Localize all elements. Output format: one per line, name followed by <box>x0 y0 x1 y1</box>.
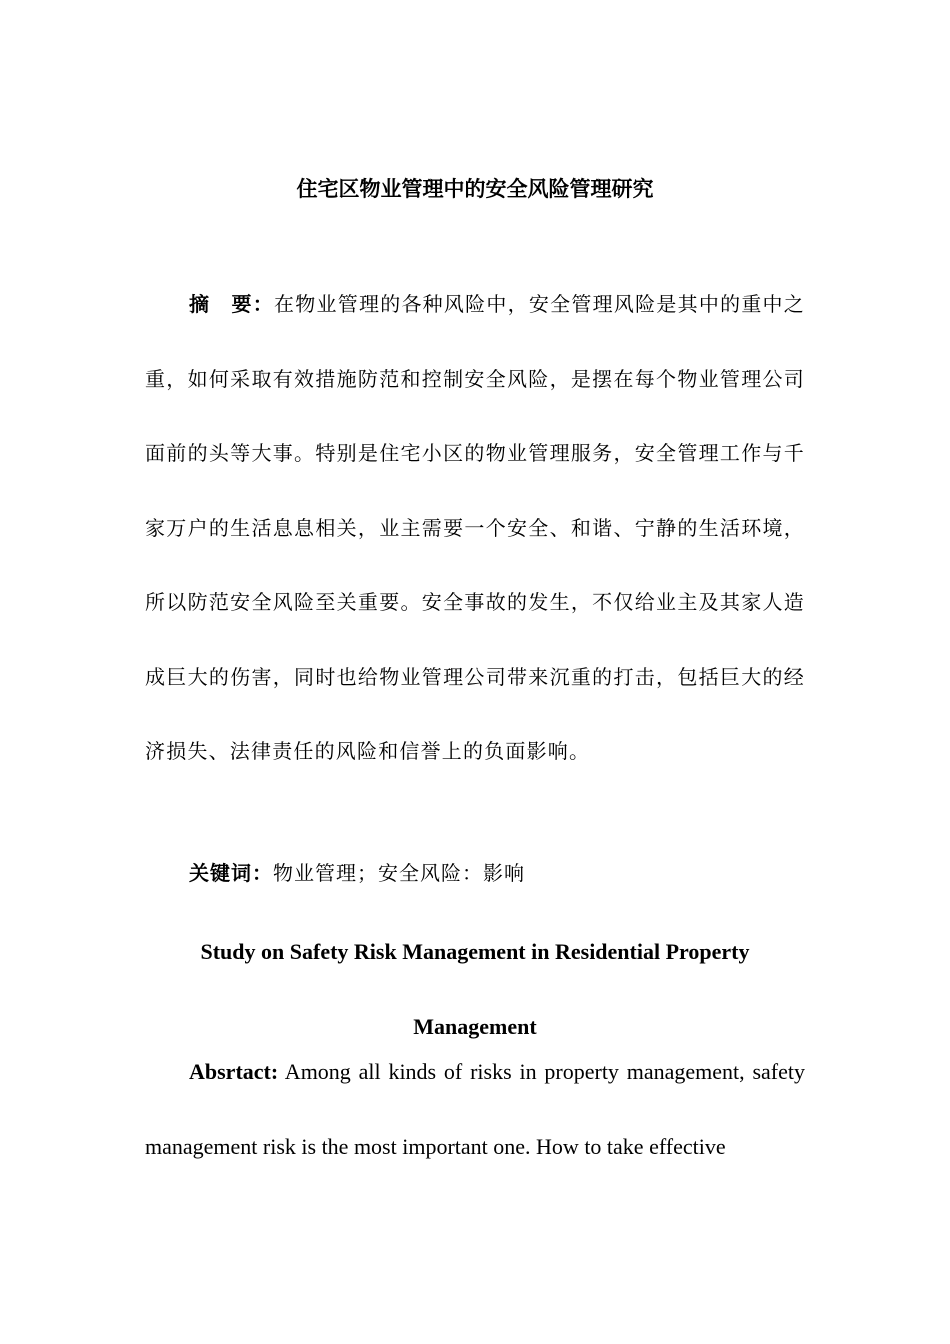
english-title-line-1: Study on Safety Risk Management in Residential Property <box>200 939 750 964</box>
chinese-keywords-label: 关键词： <box>189 861 273 885</box>
english-abstract <box>145 1035 805 1184</box>
english-abstract-label: Absrtact: <box>189 1059 279 1084</box>
chinese-keywords <box>145 856 805 890</box>
english-title-line-2: Management <box>413 1013 537 1039</box>
chinese-abstract <box>145 267 805 789</box>
chinese-keywords-text: 物业管理；安全风险：影响 <box>273 861 525 885</box>
chinese-abstract-label: 摘 要： <box>189 292 274 316</box>
chinese-abstract-text: 在物业管理的各种风险中，安全管理风险是其中的重中之重，如何采取有效措施防范和控制安全风险，是摆在每个物业管理公司面前的头等大事。特别是住宅小区的物业管理服务，安全管理工作与千家万户的生活息息相关，业主需要一个安全、和谐、宁静的生活环境，所以防范安全风险至关重要。安全事故的发生，不仅给业主及其家人造成巨大的伤害，同时也给物业管理公司带来沉重的打击，包括巨大的经济损失、法律责任的风险和信誉上的负面影响。 <box>145 292 806 763</box>
english-abstract-text: Among all kinds of risks in property management, safety management risk is the most important one. How to take effective <box>145 1059 805 1159</box>
chinese-title: 住宅区物业管理中的安全风险管理研究 <box>296 177 654 201</box>
